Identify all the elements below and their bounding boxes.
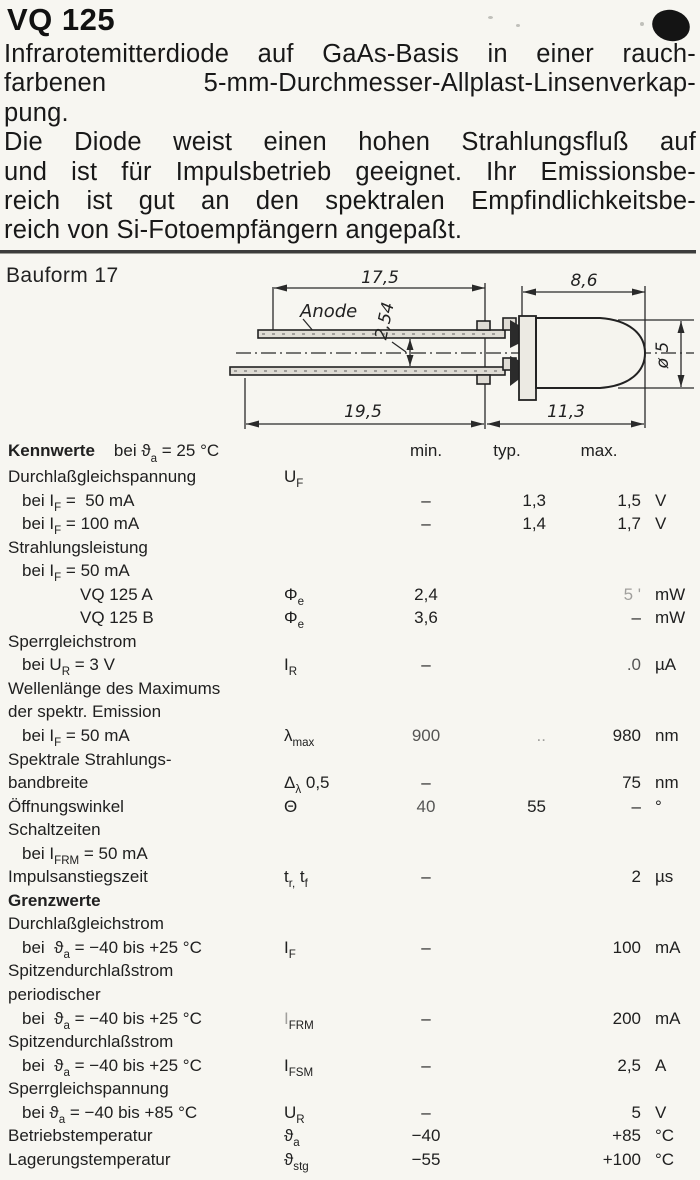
row-unit: mW bbox=[655, 584, 686, 604]
row-label: bei $ϑ_a = -40$ bis +85 °C bbox=[22, 1102, 198, 1126]
row-label: Grenzwerte bbox=[8, 890, 101, 910]
row-symbol: $\Phi_e$ bbox=[284, 584, 304, 608]
row-unit: µs bbox=[655, 867, 674, 887]
row-label: Spitzendurchlaßstrom bbox=[8, 1032, 174, 1052]
anode-label: Anode bbox=[300, 301, 358, 322]
row-label: der spektr. Emission bbox=[8, 702, 162, 722]
table-row bbox=[0, 536, 696, 560]
table-row bbox=[0, 1124, 696, 1148]
row-unit: mA bbox=[655, 1008, 681, 1028]
row-symbol: $U_R$ bbox=[284, 1102, 305, 1126]
kennwerte-condition: bei $ϑ_a = 25$ °C bbox=[113, 441, 220, 466]
row-label: bei $I_F = 50$ mA bbox=[22, 561, 130, 585]
spec-table-header bbox=[0, 437, 696, 465]
row-min: – bbox=[421, 1102, 431, 1122]
row-label: bei $ϑ_a = -40$ bis +25 °C bbox=[22, 937, 202, 962]
row-label: bei $I_{FRM} = 50$ mA bbox=[22, 843, 148, 867]
cathode-lead bbox=[230, 358, 516, 384]
table-row bbox=[0, 771, 696, 795]
dim-body-length: 11,3 bbox=[547, 402, 585, 422]
intro-line: reich von Si-Fotoempfängern angepaßt. bbox=[4, 216, 463, 245]
row-symbol: $\Phi_e$ bbox=[284, 608, 304, 632]
row-min: – bbox=[421, 937, 431, 957]
row-min: −40 bbox=[411, 1126, 441, 1146]
table-row bbox=[0, 700, 696, 724]
row-label: bei $I_F = 50$ mA bbox=[22, 726, 130, 750]
row-symbol: $ϑ_a$ bbox=[284, 1126, 300, 1150]
row-unit: V bbox=[655, 490, 667, 510]
table-row bbox=[0, 1101, 696, 1125]
row-unit: nm bbox=[655, 773, 679, 793]
row-label: VQ 125 B bbox=[80, 608, 154, 628]
row-label: Sperrgleichstrom bbox=[8, 631, 137, 651]
table-row bbox=[0, 653, 696, 677]
intro-line: reich ist gut an den spektralen Empfindlichkeitsbe- bbox=[4, 187, 696, 216]
intro-line: Die Diode weist einen hohen Strahlungsfluß auf bbox=[4, 128, 696, 157]
row-label: bei $ϑ_a = -40$ bis +25 °C bbox=[22, 1008, 202, 1032]
row-label: VQ 125 A bbox=[80, 584, 153, 604]
row-label: bei $ϑ_a = -40$ bis +25 °C bbox=[22, 1055, 202, 1079]
row-symbol: $\Delta_\lambda$ 0,5 bbox=[284, 773, 330, 797]
row-typ: .. bbox=[536, 726, 546, 746]
row-max: 1,7 bbox=[617, 514, 641, 534]
table-row bbox=[0, 912, 696, 936]
row-symbol: $\lambda_{max}$ bbox=[284, 726, 315, 750]
scan-speck bbox=[516, 24, 520, 27]
table-row bbox=[0, 583, 696, 607]
row-max: 2,5 bbox=[617, 1055, 641, 1075]
row-unit: V bbox=[655, 514, 667, 534]
row-max: 2 bbox=[631, 867, 641, 887]
row-unit: mA bbox=[655, 937, 681, 957]
column-header-max: max. bbox=[580, 441, 618, 460]
row-max: 200 bbox=[612, 1008, 641, 1028]
row-max: 5 ' bbox=[623, 584, 641, 604]
row-symbol: $I_F$ bbox=[284, 937, 296, 962]
row-min: – bbox=[421, 1055, 431, 1075]
row-max: +100 bbox=[602, 1149, 641, 1169]
row-min: −55 bbox=[411, 1149, 441, 1169]
row-label: bei $I_F = 50$ mA bbox=[22, 490, 135, 514]
bauform-label: Bauform 17 bbox=[6, 264, 119, 287]
row-max: +85 bbox=[612, 1126, 641, 1146]
row-symbol: $ϑ_{stg}$ bbox=[284, 1149, 309, 1174]
spec-table-rows bbox=[0, 465, 696, 1174]
package-flange bbox=[519, 316, 536, 400]
row-label: periodischer bbox=[8, 985, 101, 1005]
row-max: 1,5 bbox=[617, 490, 641, 510]
row-symbol: $I_{FSM}$ bbox=[284, 1055, 314, 1079]
table-row bbox=[0, 1054, 696, 1078]
intro-line: Infrarotemitterdiode auf GaAs-Basis in einer rauch- bbox=[4, 40, 696, 68]
kennwerte-title: Kennwerte bbox=[8, 441, 95, 460]
row-typ: 55 bbox=[527, 796, 546, 816]
row-unit: nm bbox=[655, 726, 679, 746]
row-max: – bbox=[631, 608, 641, 628]
intro-line: farbenen 5-mm-Durchmesser-Allplast-Linsenverkap- bbox=[4, 69, 696, 98]
row-label: bandbreite bbox=[8, 773, 89, 793]
scan-speck bbox=[488, 16, 493, 19]
row-unit: V bbox=[655, 1102, 667, 1122]
table-row bbox=[0, 606, 696, 630]
row-max: – bbox=[631, 796, 641, 816]
row-max: 980 bbox=[612, 726, 641, 746]
row-label: Durchlaßgleichspannung bbox=[8, 467, 197, 486]
dim-lens-length: 8,6 bbox=[570, 271, 598, 291]
table-row bbox=[0, 559, 696, 583]
row-unit: ° bbox=[655, 796, 662, 816]
table-row bbox=[0, 818, 696, 842]
row-unit: mW bbox=[655, 608, 686, 628]
row-min: 3,6 bbox=[414, 608, 438, 628]
row-label: Lagerungstemperatur bbox=[8, 1149, 171, 1169]
row-label: Durchlaßgleichstrom bbox=[8, 914, 164, 934]
row-max: 100 bbox=[612, 937, 641, 957]
row-max: 5 bbox=[631, 1102, 641, 1122]
row-min: – bbox=[421, 1008, 431, 1028]
dim-cathode-lead-length: 19,5 bbox=[344, 402, 382, 422]
row-label: Sperrgleichspannung bbox=[8, 1079, 169, 1099]
scan-speck bbox=[640, 22, 644, 26]
row-label: Spektrale Strahlungs- bbox=[8, 749, 172, 769]
row-max: 75 bbox=[622, 773, 641, 793]
table-row bbox=[0, 465, 696, 489]
row-label: Wellenlänge des Maximums bbox=[8, 678, 221, 698]
row-min: – bbox=[421, 655, 431, 675]
row-typ: 1,3 bbox=[522, 490, 546, 510]
dim-lead-pitch: 2,54 bbox=[371, 300, 399, 342]
table-row bbox=[0, 842, 696, 866]
table-row bbox=[0, 512, 696, 536]
row-symbol: $I_{FRM}$ bbox=[284, 1008, 314, 1032]
table-row bbox=[0, 1007, 696, 1031]
table-row bbox=[0, 795, 696, 819]
row-label: Schaltzeiten bbox=[8, 820, 101, 840]
section-divider bbox=[0, 250, 696, 254]
diode-outline-drawing bbox=[228, 262, 698, 434]
dim-anode-lead-length: 17,5 bbox=[361, 268, 399, 288]
table-row bbox=[0, 936, 696, 960]
row-label: Betriebstemperatur bbox=[8, 1126, 153, 1146]
page-title: VQ 125 bbox=[7, 2, 116, 37]
row-unit: °C bbox=[655, 1149, 675, 1169]
row-max: .0 bbox=[626, 655, 641, 675]
dim-diameter: ø 5 bbox=[653, 341, 673, 369]
column-header-typ: typ. bbox=[493, 441, 521, 460]
row-label: Öffnungswinkel bbox=[8, 796, 124, 816]
row-symbol: $I_R$ bbox=[284, 655, 298, 679]
row-typ: 1,4 bbox=[522, 514, 546, 534]
row-label: bei $I_F = 100$ mA bbox=[22, 514, 140, 538]
row-min: – bbox=[421, 490, 431, 510]
row-label: Spitzendurchlaßstrom bbox=[8, 961, 174, 981]
table-row bbox=[0, 865, 696, 889]
row-label: Impulsanstiegszeit bbox=[8, 867, 148, 887]
row-unit: µA bbox=[655, 655, 677, 675]
spec-table bbox=[0, 437, 696, 1174]
row-symbol: $t_{r,}$ $t_f$ bbox=[284, 867, 308, 891]
intro-paragraphs bbox=[4, 40, 696, 246]
table-row bbox=[0, 983, 696, 1007]
row-unit: A bbox=[655, 1055, 667, 1075]
row-symbol: $U_F$ bbox=[284, 467, 304, 491]
table-row bbox=[0, 724, 696, 748]
row-min: 2,4 bbox=[414, 584, 438, 604]
row-label: bei $U_R = 3$ V bbox=[22, 655, 115, 679]
row-min: – bbox=[421, 773, 431, 793]
row-min: – bbox=[421, 514, 431, 534]
row-unit: °C bbox=[655, 1126, 675, 1146]
row-min: 40 bbox=[416, 796, 436, 816]
table-row bbox=[0, 1148, 696, 1172]
intro-line: und ist für Impulsbetrieb geeignet. Ihr Emissionsbe- bbox=[4, 157, 696, 186]
row-min: 900 bbox=[411, 726, 441, 746]
column-header-min: min. bbox=[409, 441, 443, 460]
row-label: Strahlungsleistung bbox=[8, 537, 148, 557]
row-symbol: Θ bbox=[284, 796, 298, 816]
row-min: – bbox=[421, 867, 431, 887]
intro-line: pung. bbox=[4, 98, 69, 127]
lens-body bbox=[536, 318, 645, 388]
